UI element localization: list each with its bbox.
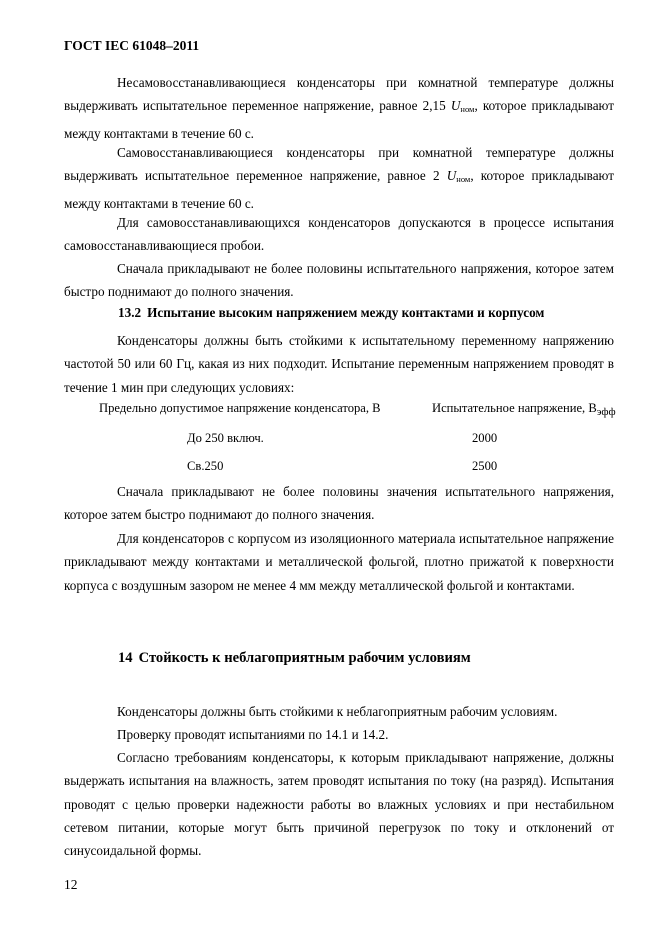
document-header: ГОСТ IEC 61048–2011 — [64, 38, 200, 53]
p1-u-symbol: U — [450, 98, 461, 114]
table-header-subscript: эфф — [596, 406, 616, 418]
paragraph-breakdowns: Для самовосстанавливающихся конденсаторов допускаются в процессе испытания самовосстанавливающиеся пробои. — [64, 215, 614, 254]
p1-u-subscript: ном — [460, 104, 475, 115]
paragraph-voltage-ramp: Сначала прикладывают не более половины испытательного напряжения, которое затем быстро поднимают до полного значения. — [64, 261, 614, 300]
paragraph-half-voltage: Сначала прикладывают не более половины значения испытательного напряжения, которое затем быстро поднимают до полного значения. — [64, 484, 614, 523]
p1-text-a: Несамовосстанавливающиеся конденсаторы при комнатной температуре должны выдерживать испытательное переменное напряжение, равное 2,15 — [64, 75, 614, 114]
paragraph-nonself-healing — [64, 71, 614, 145]
paragraph-adverse-conditions: Конденсаторы должны быть стойкими к неблагоприятным рабочим условиям. — [117, 704, 558, 719]
table-header-test-voltage — [432, 401, 616, 416]
paragraph-test-conditions: Конденсаторы должны быть стойкими к испытательному переменному напряжению частотой 50 или 60 Гц, какая из них подходит. Испытание переменным напряжением проводят в течение 1 мин при следующих условиях: — [64, 333, 614, 395]
paragraph-verification: Проверку проводят испытаниями по 14.1 и 14.2. — [117, 727, 389, 742]
table-header-test-voltage-text: Испытательное напряжение, В — [432, 401, 597, 415]
p2-u-subscript: ном — [456, 174, 471, 185]
paragraph-insulated-case: Для конденсаторов с корпусом из изоляционного материала испытательное напряжение прикладывают между контактами и металлической фольгой, плотно прижатой к поверхности корпуса с воздушным зазором не менее 4 мм между металлической фольгой и контактами. — [64, 531, 614, 593]
p2-text-a: Самовосстанавливающиеся конденсаторы при комнатной температуре должны выдерживать испытательное переменное напряжение, равное 2 — [64, 145, 614, 184]
table-row-2-rated: Св.250 — [187, 459, 224, 473]
p2-text-b: , которое прикладывают между контактами в течение 60 с. — [64, 168, 614, 211]
p2-u-symbol: U — [446, 168, 457, 184]
table-row-1-test: 2000 — [472, 431, 498, 445]
table-row-1-rated: До 250 включ. — [187, 431, 264, 445]
page-number: 12 — [64, 877, 78, 892]
paragraph-self-healing — [64, 141, 614, 215]
table-header-rated-voltage: Предельно допустимое напряжение конденсатора, В — [99, 401, 381, 415]
section-14-heading — [118, 650, 471, 667]
section-13-2-number: 13.2 — [118, 305, 142, 320]
section-13-2-title: Испытание высоким напряжением между контактами и корпусом — [147, 305, 545, 320]
section-14-title: Стойкость к неблагоприятным рабочим условиям — [138, 650, 471, 666]
section-14-number: 14 — [118, 650, 133, 666]
section-13-2-heading — [118, 305, 544, 321]
table-row-2-test: 2500 — [472, 459, 498, 473]
p1-text-b: , которое прикладывают между контактами в течение 60 с. — [64, 98, 614, 141]
paragraph-humidity-tests: Согласно требованиям конденсаторы, к которым прикладывают напряжение, должны выдержать испытания на влажность, затем проводят испытания по току (на разряд). Испытания проводят с целью проверки надежности работы во влажных условиях и при нестабильном сетевом питании, которые могут быть причиной перегрузок по току и отклонений от синусоидальной формы. — [64, 750, 614, 859]
